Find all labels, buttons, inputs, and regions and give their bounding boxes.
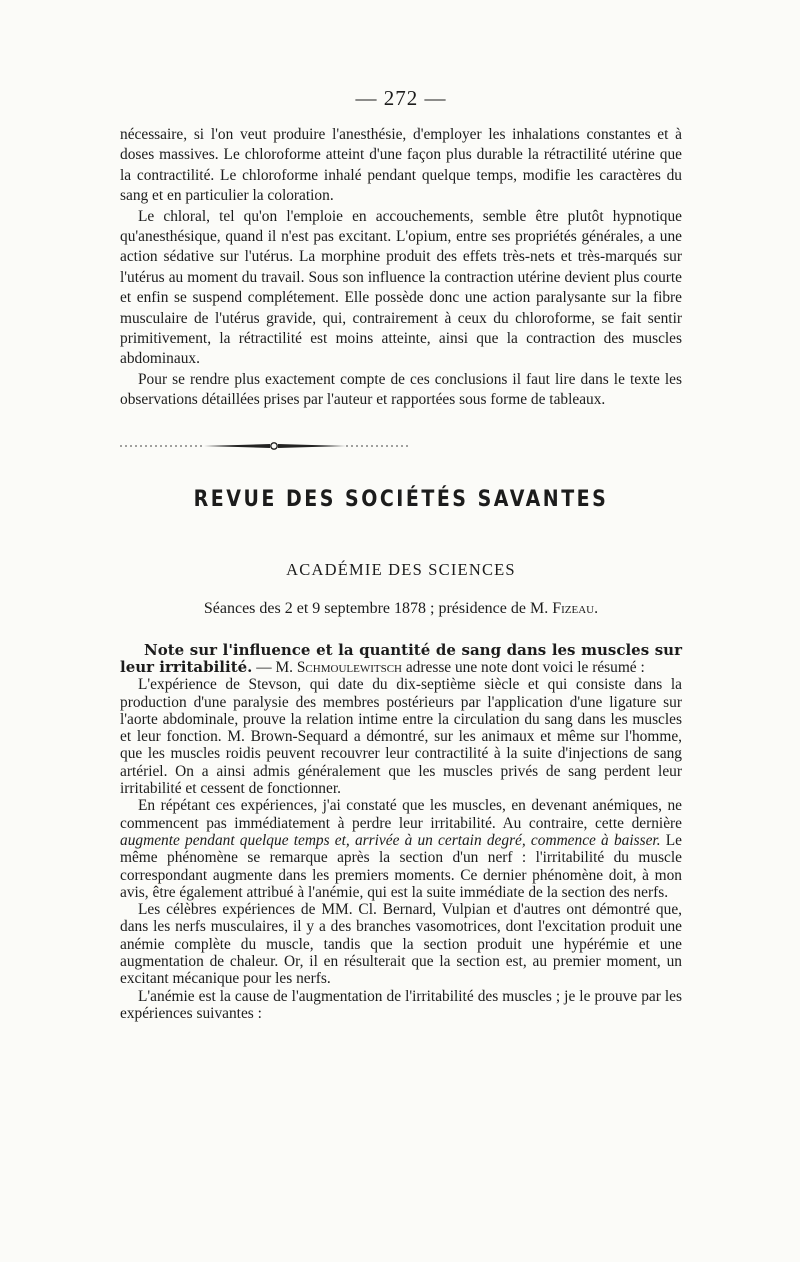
president-name: Fizeau bbox=[552, 599, 595, 617]
seances-end: . bbox=[594, 599, 599, 617]
document-page bbox=[120, 86, 682, 1022]
seances-line bbox=[120, 600, 682, 618]
seances-text: Séances des 2 et 9 septembre 1878 ; présidence de M. bbox=[203, 599, 553, 617]
note-paragraph: L'expérience de Stevson, qui date du dix-septième siècle et qui consiste dans la production d'une paralysie des membres postérieurs par l'application d'une ligature sur l'aorte abdominale, prouve la relation intime entre la circulation du sang dans les muscles et leur fonction. M. Brown-Sequard a démontré, sur les animaux et même sur l'homme, que les muscles roidis peuvent recouvrer leur contractilité à la suite d'injections de sang artériel. On a ainsi admis généralement que les muscles privés de sang perdent leur irritabilité et cessent de fonctionner. bbox=[120, 676, 682, 798]
note-text-run: Le même phénomène se remarque après la section d'un nerf : l'irritabilité du muscle correspondant augmente dans les premiers moments. Ce dernier phénomène doit, à mon avis, être également attribué à l'anémie, qui est la suite immédiate de la section des nerfs. bbox=[120, 831, 682, 901]
note-text-run: En répétant ces expériences, j'ai constaté que les muscles, en devenant anémiques, ne commencent pas immédiatement à perdre leur irritabilité. Au contraire, cette dernière bbox=[120, 797, 682, 832]
intro-paragraph: Pour se rendre plus exactement compte de ces conclusions il faut lire dans le texte les observations détaillées prises par l'auteur et rapportées sous forme de tableaux. bbox=[120, 370, 682, 409]
page-number: — 272 — bbox=[355, 86, 447, 110]
note-italic-run: augmente pendant quelque temps et, arrivée à un certain degré, commence à baisser. bbox=[120, 831, 661, 849]
note-paragraph: Les célèbres expériences de MM. Cl. Bernard, Vulpian et d'autres ont démontré que, dans les nerfs musculaires, il y a des branches vasomotrices, dont l'excitation produit une anémie complète du muscle, tandis que la section produit une hypérémie et une augmentation de chaleur. Or, il en résulterait que la section est, au premier moment, un excitant mécanique pour les nerfs. bbox=[120, 901, 682, 988]
note-title: Note sur l'influence et la quantité de sang dans les muscles sur leur irritabilité. bbox=[120, 640, 682, 676]
section-title: REVUE DES SOCIÉTÉS SAVANTES bbox=[193, 486, 609, 512]
note-intro: adresse une note dont voici le résumé : bbox=[402, 658, 645, 676]
note-paragraph bbox=[120, 642, 682, 677]
intro-paragraph: nécessaire, si l'on veut produire l'anesthésie, d'employer les inhalations constantes et à doses massives. Le chloroforme atteint d'une façon plus durable la rétractilité utérine que la contractilité. Le chloroforme inhalé pendant quelque temps, modifie les caractères du sang et en particulier la coloration. bbox=[120, 126, 682, 205]
note-paragraph: L'anémie est la cause de l'augmentation de l'irritabilité des muscles ; je le prouve par les expériences suivantes : bbox=[120, 987, 682, 1022]
note-text bbox=[120, 642, 682, 1023]
academy-heading: ACADÉMIE DES SCIENCES bbox=[286, 559, 516, 579]
intro-paragraph: Le chloral, tel qu'on l'emploie en accouchements, semble être plutôt hypnotique qu'anesthésique, quand il n'est pas excitant. L'opium, entre ses propriétés générales, a une action sédative sur l'utérus. La morphine produit des effets très-nets et très-marqués sur l'utérus au moment du travail. Sous son influence la contraction utérine devient plus courte et enfin se suspend complétement. Elle possède donc une action paralysante sur la fibre musculaire de l'utérus gravide, qui, contrairement à ceux du chloroforme, se fait sentir primitivement, la rétractilité est moins atteinte, ainsi que la contraction des muscles abdominaux. bbox=[120, 207, 682, 368]
note-author-prefix: — M. bbox=[252, 658, 297, 676]
intro-text bbox=[120, 125, 682, 411]
note-paragraph bbox=[120, 797, 682, 901]
note-author: Schmoulewitsch bbox=[296, 658, 402, 676]
ornament-divider bbox=[120, 439, 410, 453]
